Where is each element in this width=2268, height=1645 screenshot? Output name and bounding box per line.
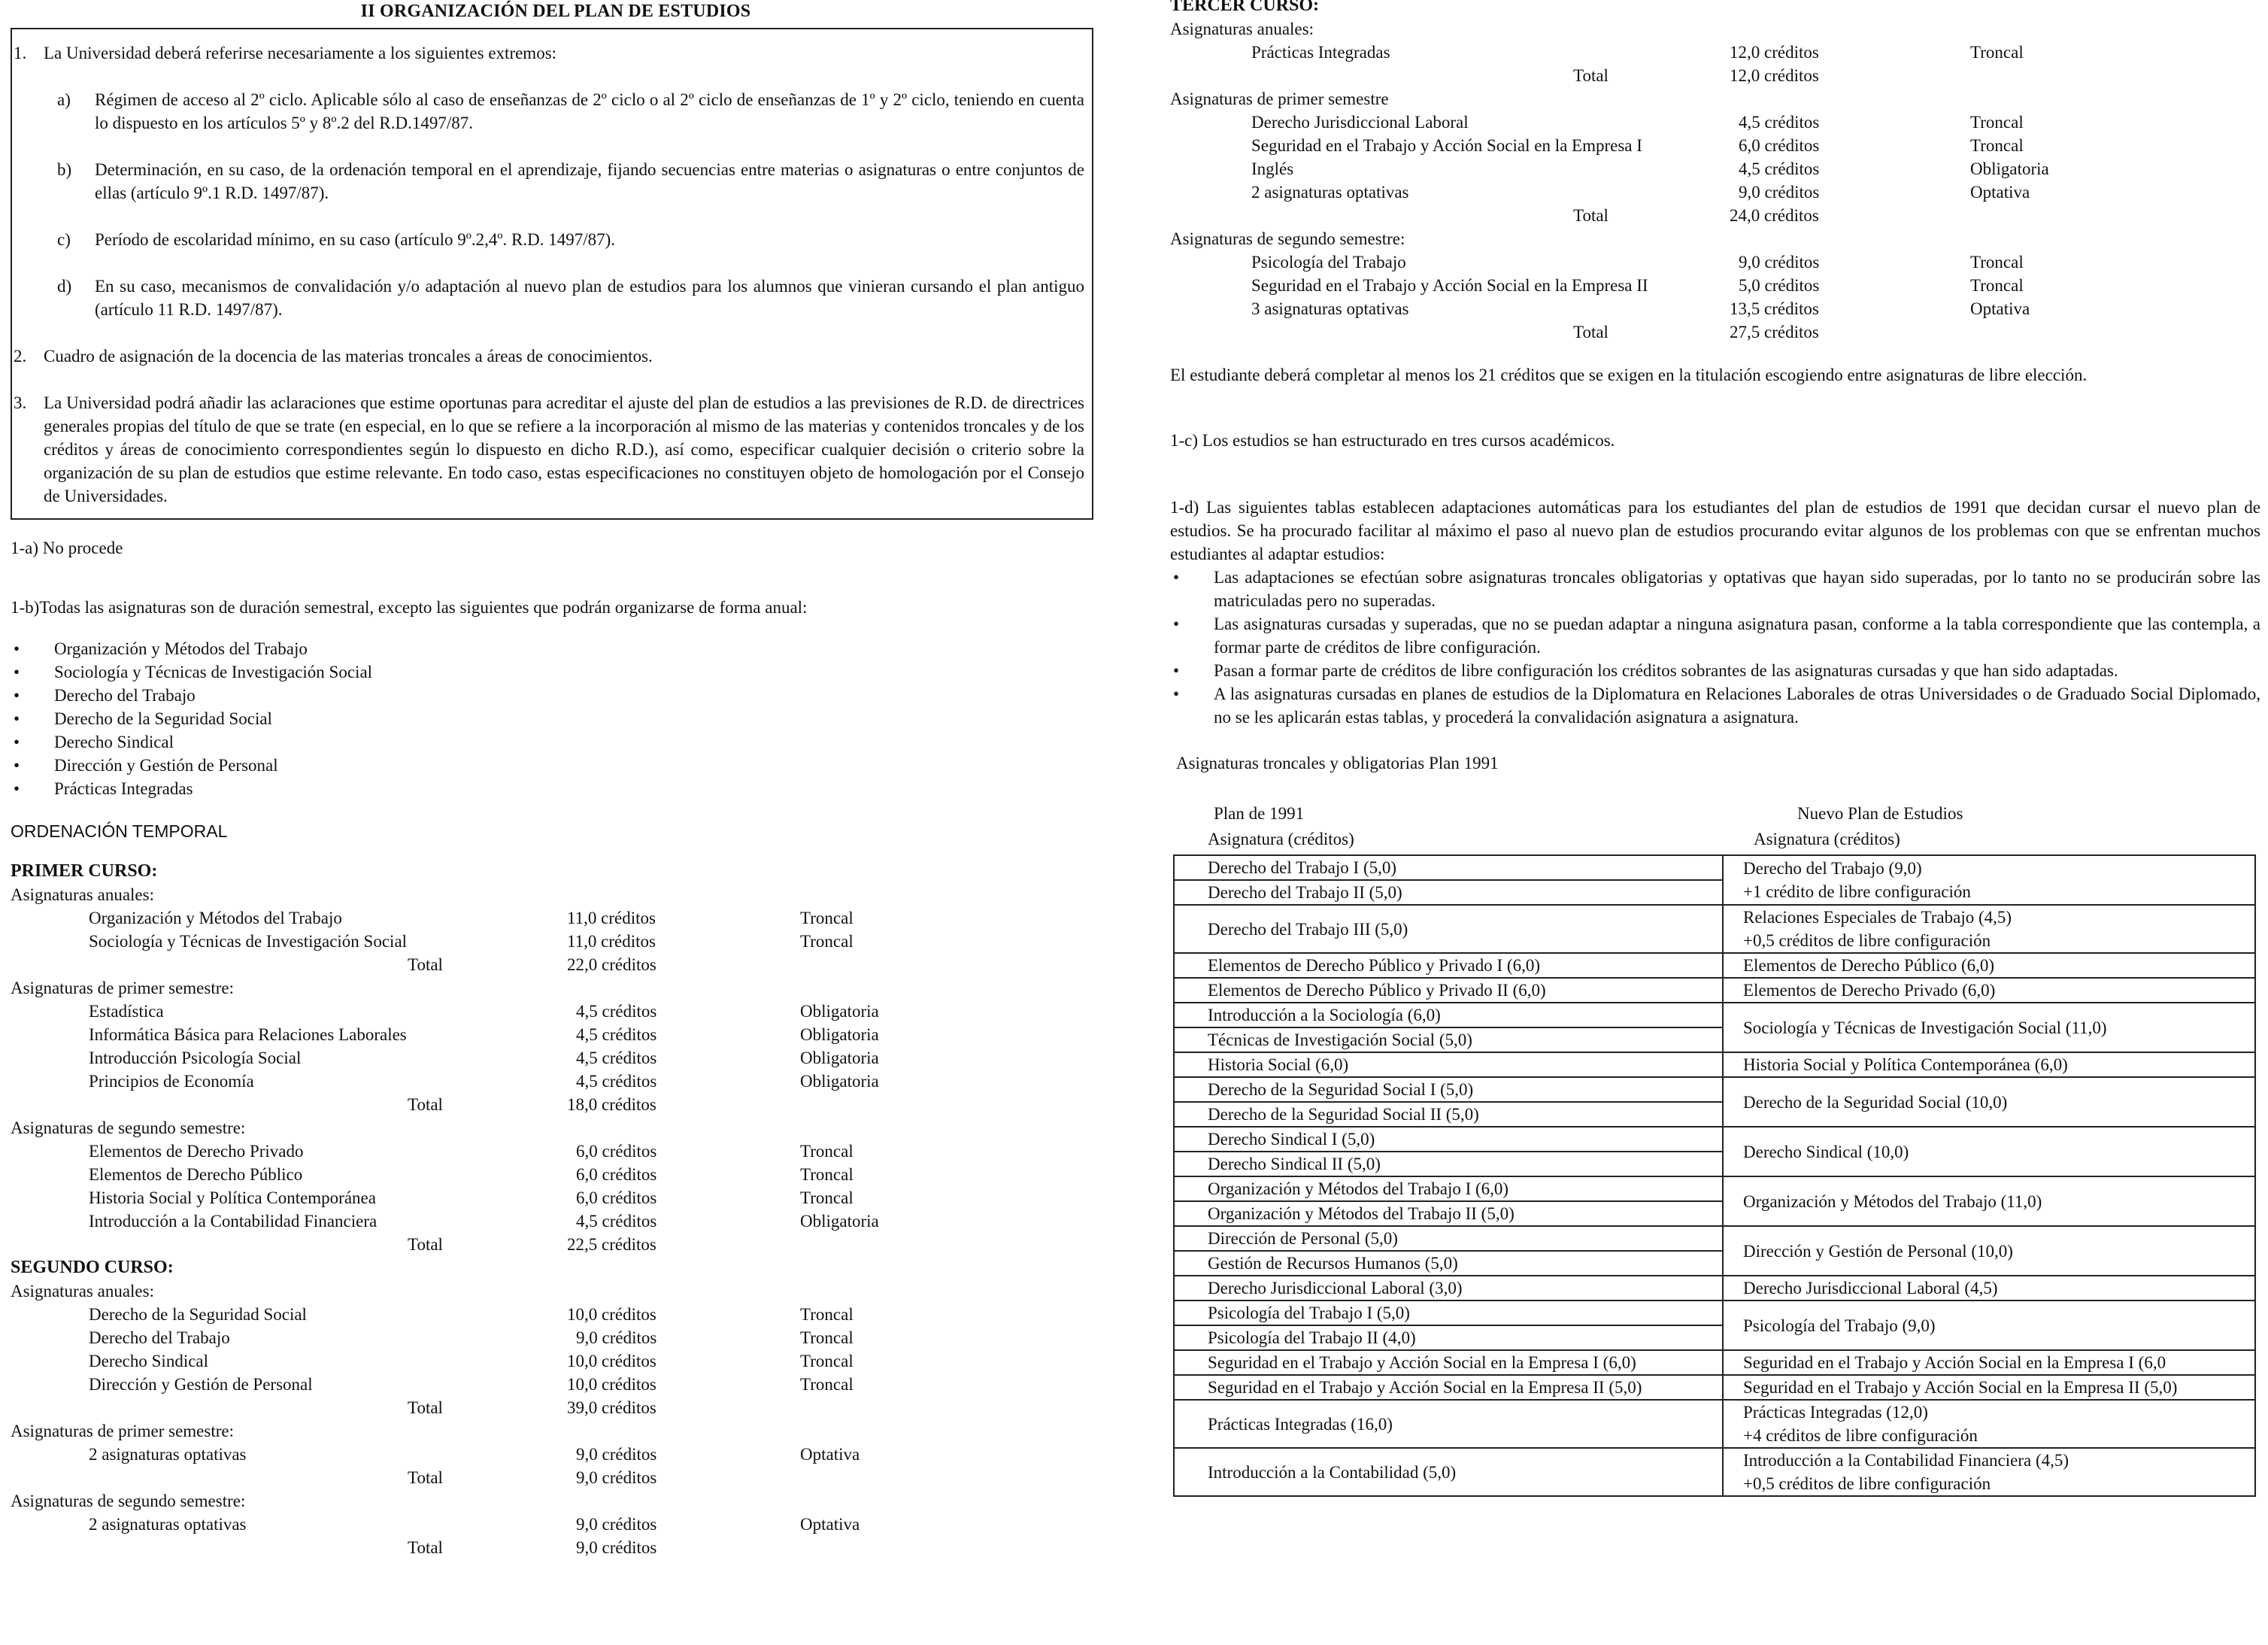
paragraph-1b: 1-b)Todas las asignaturas son de duración semestral, excepto las siguientes que podrán organizarse de forma anual: [11, 598, 808, 617]
table-row [1174, 855, 2255, 880]
new-subject-cell [1723, 1375, 2255, 1400]
table-row [1174, 1226, 2255, 1251]
old-subject-cell: Derecho Jurisdiccional Laboral (3,0) [1174, 1276, 1723, 1301]
old-subject-cell: Derecho Sindical I (5,0) [1174, 1127, 1723, 1152]
list-item: • Derecho del Trabajo [14, 686, 196, 705]
new-subject-cell [1723, 1301, 2255, 1350]
new-subject-line: Introducción a la Contabilidad Financiera (4,5) [1743, 1451, 2069, 1470]
course-row: Introducción Psicología Social 4,5 créditos Obligatoria [89, 1049, 879, 1067]
adaptation-table [1173, 854, 2256, 1497]
paragraph-1d: 1-d) Las siguientes tablas establecen adaptaciones automáticas para los estudiantes del plan de estudios de 1991 que decidan cursar el nuevo plan de estudios. Se ha procurado facilitar al máximo el paso al nuevo plan de estudios procurando evitar algunos de los problemas con que se enfrentan muchos estudiantes al adaptar estudios: [1170, 498, 2260, 563]
total-row: Total 12,0 créditos [1573, 66, 1819, 85]
old-subject-cell: Elementos de Derecho Público y Privado I (6,0) [1174, 953, 1723, 978]
table-row [1174, 1176, 2255, 1201]
course-row: Elementos de Derecho Privado 6,0 créditos Troncal [89, 1142, 854, 1161]
section-label: Asignaturas anuales: [11, 1282, 154, 1301]
course-row: Sociología y Técnicas de Investigación Social 11,0 créditos Troncal [89, 932, 854, 951]
table-row [1174, 1127, 2255, 1152]
old-plan-header: Plan de 1991 [1214, 804, 1305, 823]
new-subject-line: Prácticas Integradas (12,0) [1743, 1403, 1928, 1422]
section-label: Asignaturas anuales: [1170, 20, 1314, 38]
course-row: Psicología del Trabajo 9,0 créditos Troncal [1251, 253, 2024, 272]
table-row [1174, 1350, 2255, 1375]
new-subject-line: +0,5 créditos de libre configuración [1743, 931, 1991, 950]
new-subject-line: Derecho de la Seguridad Social (10,0) [1743, 1092, 2008, 1112]
new-subject-line: Seguridad en el Trabajo y Acción Social en la Empresa I (6,0 [1743, 1353, 2166, 1372]
course-row: Principios de Economía 4,5 créditos Obligatoria [89, 1072, 879, 1091]
list-item: • Las adaptaciones se efectúan sobre asignaturas troncales obligatorias y optativas que hayan sido superadas, por lo tanto no se producirán sobre las matriculadas pero no superadas. [1173, 568, 2260, 610]
course-row: Dirección y Gestión de Personal 10,0 créditos Troncal [89, 1375, 854, 1394]
sub-text: Régimen de acceso al 2º ciclo. Aplicable sólo al caso de enseñanzas de 2º ciclo o al 2º ciclo de enseñanzas de 1º y 2º ciclo, teniendo en cuenta lo dispuesto en los artículos 5º y 8º.2 del R.D.1497/87. [95, 90, 1084, 132]
total-row: Total 27,5 créditos [1573, 323, 1819, 341]
new-subject-cell [1723, 953, 2255, 978]
adaptation-rules-list [1170, 566, 2260, 729]
old-subject-cell: Derecho Sindical II (5,0) [1174, 1152, 1723, 1176]
old-subject-cell: Derecho del Trabajo III (5,0) [1174, 905, 1723, 953]
new-subject-line: +4 créditos de libre configuración [1743, 1426, 1978, 1445]
new-subject-cell [1723, 905, 2255, 953]
section-label: Asignaturas de primer semestre: [11, 1422, 234, 1440]
new-subject-cell [1723, 1448, 2255, 1496]
table-row [1174, 978, 2255, 1003]
sub-item-d [51, 275, 1084, 321]
old-subject-cell: Seguridad en el Trabajo y Acción Social en la Empresa I (6,0) [1174, 1350, 1723, 1375]
course-row: 2 asignaturas optativas 9,0 créditos Optativa [89, 1515, 860, 1534]
total-row: Total 22,0 créditos [408, 955, 656, 974]
old-subject-cell: Psicología del Trabajo II (4,0) [1174, 1325, 1723, 1350]
sub-item-a [51, 88, 1084, 135]
item-number: 2. [14, 347, 27, 366]
list-item: • Pasan a formar parte de créditos de libre configuración los créditos sobrantes de las asignaturas cursadas y que han sido adaptadas. [1173, 661, 2118, 680]
sub-text: Período de escolaridad mínimo, en su caso (artículo 9º.2,4º. R.D. 1497/87). [95, 230, 615, 249]
left-column [11, 0, 1101, 1559]
course-row: Organización y Métodos del Trabajo 11,0 créditos Troncal [89, 909, 854, 927]
section-label: Asignaturas de segundo semestre: [11, 1118, 246, 1137]
new-subject-line: Historia Social y Política Contemporánea (6,0) [1743, 1055, 2068, 1074]
old-subject-cell: Elementos de Derecho Público y Privado II (6,0) [1174, 978, 1723, 1003]
primer-curso [11, 860, 1101, 1256]
new-plan-header: Nuevo Plan de Estudios [1797, 804, 1963, 823]
item-text: Cuadro de asignación de la docencia de las materias troncales a áreas de conocimientos. [44, 347, 653, 366]
paragraph-1a: 1-a) No procede [11, 539, 123, 557]
old-subject-cell: Derecho de la Seguridad Social II (5,0) [1174, 1102, 1723, 1127]
adaptation-table-body [1174, 855, 2255, 1496]
right-column [1170, 0, 2260, 1497]
total-row: Total 22,5 créditos [408, 1235, 656, 1254]
course-row: Derecho Sindical 10,0 créditos Troncal [89, 1352, 854, 1370]
instructions-box [11, 28, 1093, 520]
tercer-curso [1170, 0, 2260, 344]
new-subject-line: Dirección y Gestión de Personal (10,0) [1743, 1241, 2013, 1261]
table-caption: Asignaturas troncales y obligatorias Plan 1991 [1176, 754, 1499, 772]
table-row [1174, 1375, 2255, 1400]
new-subject-line: Relaciones Especiales de Trabajo (4,5) [1743, 908, 2012, 927]
section-label: Asignaturas anuales: [11, 885, 154, 904]
section-label: Asignaturas de segundo semestre: [11, 1492, 246, 1510]
new-subject-cell [1723, 1350, 2255, 1375]
course-row: Prácticas Integradas 12,0 créditos Troncal [1251, 43, 2024, 62]
item-text: La Universidad podrá añadir las aclaraciones que estime oportunas para acreditar el ajuste del plan de estudios a las previsiones de R.D. de directrices generales propias del título de que se trate (en especial, en lo que se refiere a la incorporación al mismo de las materias y contenidos troncales y de los créditos y áreas de conocimiento correspondientes según lo dispuesto en dicho R.D.), así como, especificar cualquier decisión o criterio sobre la organización de su plan de estudios que estime relevante. En todo caso, estas especificaciones no constituyen objeto de homologación por el Consejo de Universidades. [44, 393, 1084, 505]
sub-letter: d) [57, 277, 72, 296]
list-item: • Sociología y Técnicas de Investigación Social [14, 663, 373, 681]
item-number: 1. [14, 44, 27, 62]
new-subject-cell [1723, 1127, 2255, 1176]
course-title: SEGUNDO CURSO: [11, 1258, 174, 1277]
table-row [1174, 1301, 2255, 1325]
new-plan-subheader: Asignatura (créditos) [1754, 830, 1900, 848]
table-row [1174, 1400, 2255, 1448]
new-subject-cell [1723, 1077, 2255, 1127]
sub-text: En su caso, mecanismos de convalidación y/o adaptación al nuevo plan de estudios para los alumnos que vinieran cursando el plan antiguo (artículo 11 R.D. 1497/87). [95, 277, 1084, 319]
annual-subjects-list [11, 637, 1101, 800]
paragraph-1c: 1-c) Los estudios se han estructurado en tres cursos académicos. [1170, 431, 1615, 450]
segundo-curso [11, 1256, 1101, 1559]
sub-letter: b) [57, 160, 72, 179]
section-label: Asignaturas de primer semestre: [11, 979, 234, 997]
table-row [1174, 1077, 2255, 1102]
new-subject-cell [1723, 1003, 2255, 1052]
new-subject-line: Psicología del Trabajo (9,0) [1743, 1316, 1936, 1335]
new-subject-cell [1723, 1400, 2255, 1448]
course-title: PRIMER CURSO: [11, 861, 158, 881]
course-row: Inglés 4,5 créditos Obligatoria [1251, 159, 2049, 178]
old-subject-cell: Introducción a la Contabilidad (5,0) [1174, 1448, 1723, 1496]
old-subject-cell: Prácticas Integradas (16,0) [1174, 1400, 1723, 1448]
old-subject-cell: Derecho de la Seguridad Social I (5,0) [1174, 1077, 1723, 1102]
course-row: 2 asignaturas optativas 9,0 créditos Optativa [89, 1445, 860, 1464]
sub-letter: a) [57, 90, 71, 109]
new-subject-line: Derecho Jurisdiccional Laboral (4,5) [1743, 1279, 1998, 1297]
course-row: Estadística 4,5 créditos Obligatoria [89, 1002, 879, 1021]
course-row: Historia Social y Política Contemporánea 6,0 créditos Troncal [89, 1188, 854, 1207]
old-subject-cell: Organización y Métodos del Trabajo I (6,0) [1174, 1176, 1723, 1201]
new-subject-cell [1723, 855, 2255, 905]
course-row: 2 asignaturas optativas 9,0 créditos Optativa [1251, 183, 2030, 202]
new-subject-cell [1723, 1226, 2255, 1276]
total-row: Total 39,0 créditos [408, 1398, 656, 1417]
course-row: Seguridad en el Trabajo y Acción Social en la Empresa II 5,0 créditos Troncal [1251, 276, 2024, 295]
old-subject-cell: Organización y Métodos del Trabajo II (5,0) [1174, 1201, 1723, 1226]
sub-letter: c) [57, 230, 71, 249]
libre-eleccion-note: El estudiante deberá completar al menos los 21 créditos que se exigen en la titulación escogiendo entre asignaturas de libre elección. [1170, 366, 2088, 384]
total-row: Total 18,0 créditos [408, 1095, 656, 1114]
table-row [1174, 1003, 2255, 1027]
new-subject-line: +1 crédito de libre configuración [1743, 882, 1971, 901]
list-item: • Dirección y Gestión de Personal [14, 756, 278, 775]
table-row [1174, 1276, 2255, 1301]
new-subject-line: Seguridad en el Trabajo y Acción Social en la Empresa II (5,0) [1743, 1378, 2178, 1397]
total-row: Total 9,0 créditos [408, 1538, 657, 1557]
old-subject-cell: Historia Social (6,0) [1174, 1052, 1723, 1077]
table-row [1174, 953, 2255, 978]
course-row: Derecho de la Seguridad Social 10,0 créditos Troncal [89, 1305, 854, 1324]
list-item: • Prácticas Integradas [14, 779, 193, 798]
course-row: Derecho Jurisdiccional Laboral 4,5 créditos Troncal [1251, 113, 2024, 132]
course-row: Derecho del Trabajo 9,0 créditos Troncal [89, 1328, 854, 1347]
ordenacion-heading: ORDENACIÓN TEMPORAL [11, 821, 228, 841]
sub-item-c [51, 228, 1084, 251]
total-row: Total 9,0 créditos [408, 1468, 657, 1487]
new-subject-cell [1723, 1176, 2255, 1226]
course-title: TERCER CURSO: [1170, 0, 1320, 15]
old-subject-cell: Derecho del Trabajo II (5,0) [1174, 880, 1723, 905]
new-subject-line: Derecho Sindical (10,0) [1743, 1142, 1909, 1161]
course-row: 3 asignaturas optativas 13,5 créditos Optativa [1251, 299, 2030, 318]
item-number: 3. [14, 393, 27, 412]
old-subject-cell: Dirección de Personal (5,0) [1174, 1226, 1723, 1251]
list-item: • Derecho Sindical [14, 733, 174, 751]
old-subject-cell: Introducción a la Sociología (6,0) [1174, 1003, 1723, 1027]
list-item: • A las asignaturas cursadas en planes de estudios de la Diplomatura en Relaciones Laborales de otras Universidades o de Graduado Social Diplomado, no se les aplicarán estas tablas, y procederá la convalidación asignatura a asignatura. [1173, 684, 2260, 727]
course-row: Seguridad en el Trabajo y Acción Social en la Empresa I 6,0 créditos Troncal [1251, 136, 2024, 155]
section-label: Asignaturas de primer semestre [1170, 90, 1389, 108]
old-subject-cell: Derecho del Trabajo I (5,0) [1174, 855, 1723, 880]
new-subject-cell [1723, 978, 2255, 1003]
old-subject-cell: Seguridad en el Trabajo y Acción Social en la Empresa II (5,0) [1174, 1375, 1723, 1400]
section-label: Asignaturas de segundo semestre: [1170, 229, 1405, 248]
new-subject-cell [1723, 1052, 2255, 1077]
total-row: Total 24,0 créditos [1573, 206, 1819, 225]
course-row: Informática Básica para Relaciones Laborales 4,5 créditos Obligatoria [89, 1025, 879, 1044]
course-row: Introducción a la Contabilidad Financiera 4,5 créditos Obligatoria [89, 1212, 879, 1231]
old-plan-subheader: Asignatura (créditos) [1208, 830, 1354, 848]
new-subject-line: Elementos de Derecho Público (6,0) [1743, 956, 1995, 975]
instruction-item-1 [14, 41, 1084, 65]
old-subject-cell: Gestión de Recursos Humanos (5,0) [1174, 1251, 1723, 1276]
course-row: Elementos de Derecho Público 6,0 créditos Troncal [89, 1165, 854, 1184]
instruction-item-3 [14, 391, 1084, 508]
list-item: • Las asignaturas cursadas y superadas, que no se puedan adaptar a ninguna asignatura pasan, conforme a la tabla correspondiente que las contempla, a formar parte de créditos de libre configuración. [1173, 615, 2260, 657]
table-header [1170, 802, 2260, 854]
old-subject-cell: Técnicas de Investigación Social (5,0) [1174, 1027, 1723, 1052]
sub-text: Determinación, en su caso, de la ordenación temporal en el aprendizaje, fijando secuencias entre materias o asignaturas o entre conjuntos de ellas (artículo 9º.1 R.D. 1497/87). [95, 160, 1084, 202]
new-subject-line: Elementos de Derecho Privado (6,0) [1743, 981, 1996, 1000]
instruction-item-2 [14, 344, 1084, 368]
section-heading: II ORGANIZACIÓN DEL PLAN DE ESTUDIOS [360, 2, 751, 21]
old-subject-cell: Psicología del Trabajo I (5,0) [1174, 1301, 1723, 1325]
new-subject-line: +0,5 créditos de libre configuración [1743, 1474, 1991, 1493]
table-row [1174, 1448, 2255, 1496]
new-subject-cell [1723, 1276, 2255, 1301]
table-row [1174, 905, 2255, 953]
sub-item-b [51, 158, 1084, 205]
table-row [1174, 1052, 2255, 1077]
new-subject-line: Organización y Métodos del Trabajo (11,0) [1743, 1191, 2042, 1211]
new-subject-line: Derecho del Trabajo (9,0) [1743, 859, 1922, 878]
new-subject-line: Sociología y Técnicas de Investigación Social (11,0) [1743, 1018, 2107, 1037]
list-item: • Derecho de la Seguridad Social [14, 709, 272, 728]
list-item: • Organización y Métodos del Trabajo [14, 639, 308, 658]
item-text: La Universidad deberá referirse necesariamente a los siguientes extremos: [44, 44, 557, 62]
